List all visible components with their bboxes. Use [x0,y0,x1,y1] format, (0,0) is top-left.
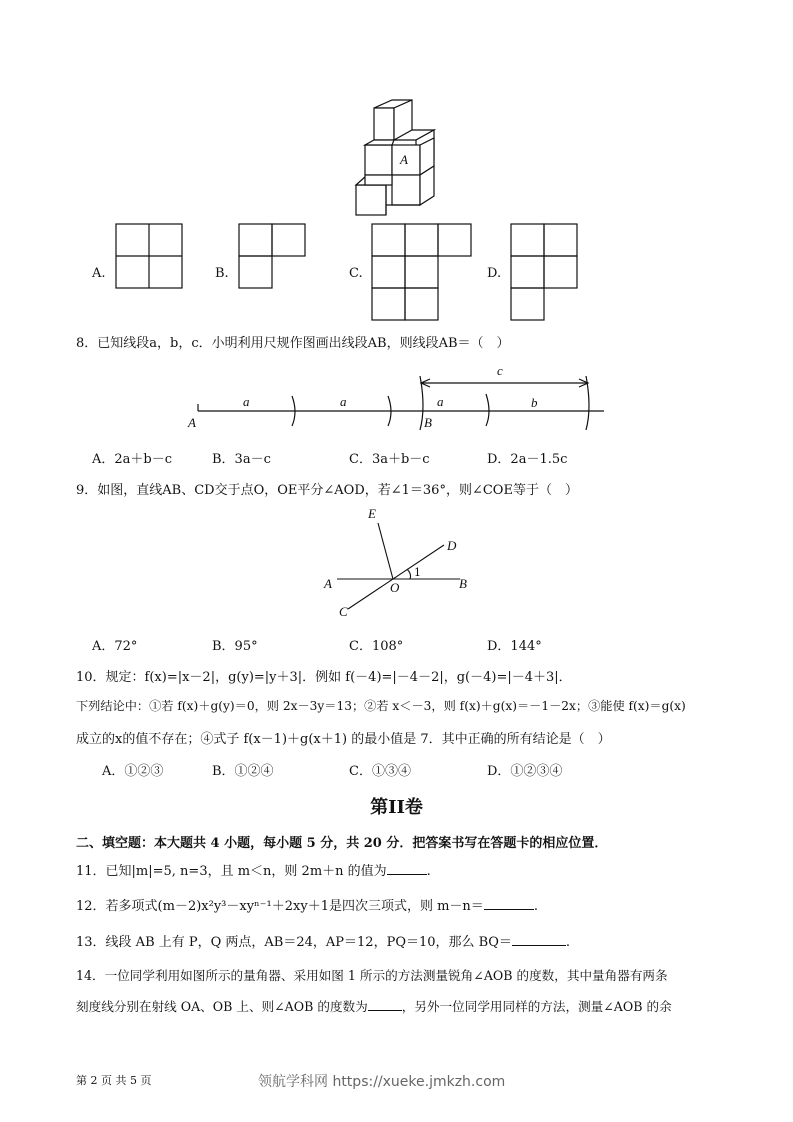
q10-line2: 下列结论中：①若 f(x)＋g(y)＝0，则 2x－3y＝13；②若 x＜－3，则 f(x)＋g(x)＝－1－2x；③能使 f(x)＝g(x) [76,699,686,713]
q10-line3: 成立的x的值不存在；④式子 f(x－1)＋g(x＋1) 的最小值是 7．其中正确的所有结论是（ ） [76,732,611,747]
q10-line1: 10．规定：f(x)=|x－2|，g(y)=|y＋3|．例如 f(－4)=|－4－2|，g(－4)=|－4＋3|． [76,670,572,685]
q8-option-a[interactable]: A．2a＋b－c [92,452,173,467]
q8-label-a3: a [437,394,444,409]
part2-title: 第II卷 [370,797,423,818]
q8-label-A: A [188,415,196,430]
q9-option-d[interactable]: D．144° [487,639,542,654]
q12 [76,895,538,914]
q13-answer-blank[interactable] [512,933,566,946]
q10-option-a[interactable]: A．①②③ [102,764,164,779]
q11-text: 11．已知|m|=5, n=3，且 m＜n，则 2m＋n 的值为 [76,864,387,879]
q14-line1: 14．一位同学利用如图所示的量角器、采用如图 1 所示的方法测量锐角∠AOB 的度数，其中量角器有两条 [76,968,668,983]
q7-option-d-grid [511,224,591,324]
q10-option-d[interactable]: D．①②③④ [487,764,563,779]
q8-option-d[interactable]: D．2a－1.5c [487,452,568,467]
cube-label-a: A [400,152,408,167]
cube-stack-figure [0,0,793,220]
q14-line2-rest: ，另外一位同学用同样的方法，测量∠AOB 的余 [401,999,672,1014]
q9-label-B: B [459,576,467,591]
q14-answer-blank[interactable] [368,998,402,1011]
q7-option-a[interactable]: A. [92,266,106,281]
q14-line2 [76,996,672,1015]
q9-option-c[interactable]: C．108° [349,639,404,654]
q11 [76,860,431,879]
q7-option-a-grid [116,224,186,294]
q9-label-E: E [368,506,376,521]
q9-label-C: C [339,604,348,619]
q9-option-a[interactable]: A．72° [92,639,138,654]
q13-text: 13．线段 AB 上有 P，Q 两点，AB＝24，AP＝12，PQ＝10，那么 BQ＝ [76,935,512,950]
q11-answer-blank[interactable] [387,862,427,875]
q8-label-a2: a [340,394,347,409]
q12-text: 12．若多项式(m－2)x²y³－xyⁿ⁻¹＋2xy＋1是四次三项式，则 m－n＝ [76,899,484,914]
q9-label-D: D [447,538,457,553]
q12-answer-blank[interactable] [484,897,534,910]
q8-label-a1: a [243,394,250,409]
page-number: 第 2 页 共 5 页 [76,1074,152,1087]
q8-label-c: c [497,363,503,378]
q10-option-b[interactable]: B．①②④ [212,764,274,779]
q10-option-c[interactable]: C．①③④ [349,764,411,779]
q8-label-B: B [424,415,432,430]
q9-label-O: O [390,580,400,595]
q8-stem: 8．已知线段a，b，c．小明利用尺规作图画出线段AB，则线段AB＝（ ） [76,336,510,351]
q8-label-b: b [531,395,538,410]
q13 [76,931,570,950]
part2-heading: 二、填空题：本大题共 4 小题，每小题 5 分，共 20 分．把答案书写在答题卡的相应位置． [76,836,608,851]
q8-option-b[interactable]: B．3a－c [212,452,271,467]
q9-label-1: 1 [414,566,421,579]
q14-line2-text: 刻度线分别在射线 OA、OB 上、则∠AOB 的度数为 [76,999,368,1014]
q7-option-b-grid [239,224,309,294]
q7-option-b[interactable]: B. [215,266,229,281]
q13-end: . [565,935,571,950]
q7-option-c[interactable]: C. [349,266,363,281]
q7-option-c-grid [372,224,482,324]
watermark: 领航学科网 https://xueke.jmkzh.com [258,1074,506,1090]
q8-segment-figure [0,368,793,428]
q9-angle-figure [0,505,793,625]
q8-option-c[interactable]: C．3a＋b－c [349,452,430,467]
q11-end: . [426,864,431,879]
q12-end: . [533,899,538,914]
q9-stem: 9．如图，直线AB、CD交于点O，OE平分∠AOD，若∠1＝36°，则∠COE等于（ ） [76,483,578,498]
q9-option-b[interactable]: B．95° [212,639,258,654]
q9-label-A: A [324,576,332,591]
q7-option-d[interactable]: D. [487,266,502,281]
